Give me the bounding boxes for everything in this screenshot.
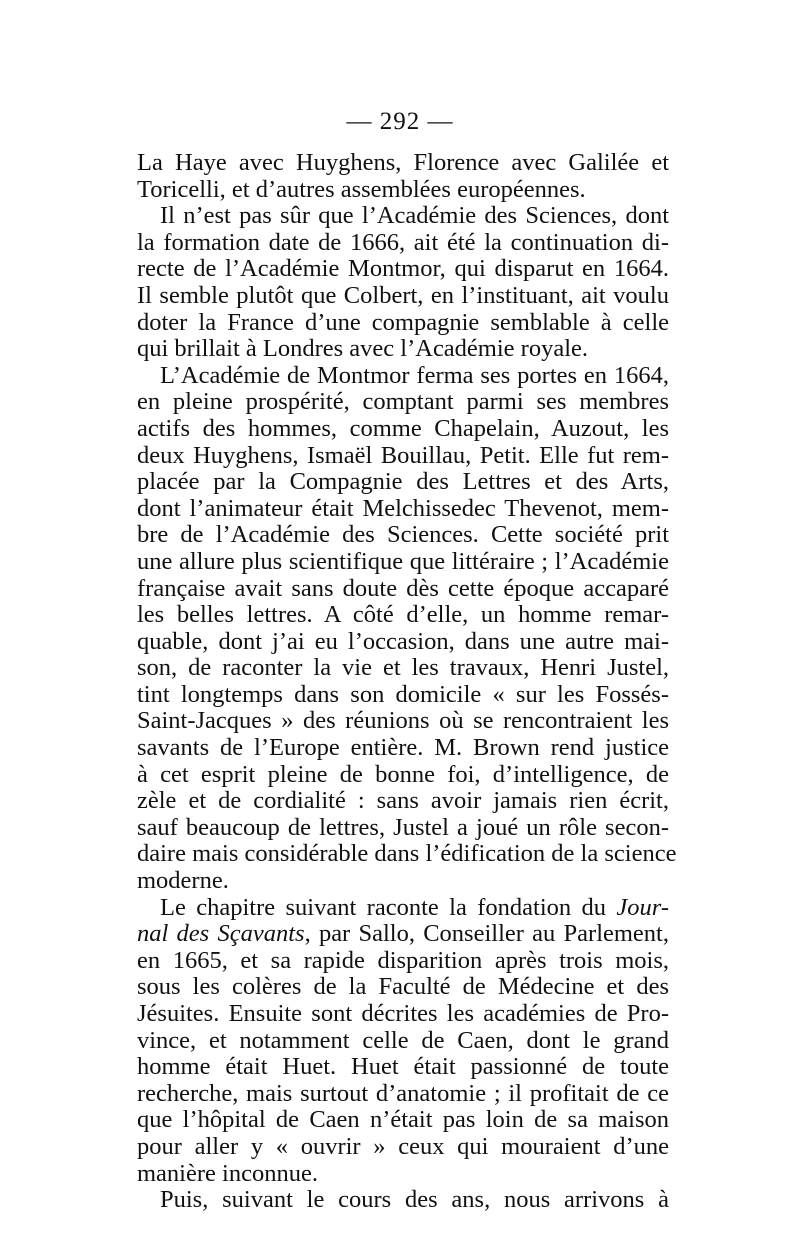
line-text: Le chapitre suivant raconte la fondation du [160,893,617,921]
text-line [137,948,669,975]
line-text: en 1665, et sa rapide disparition après trois mois, [137,946,669,974]
text-line [137,256,669,283]
line-text: moderne. [137,867,229,895]
line-text: homme était Huet. Huet était passionné de toute [137,1053,669,1081]
line-text: La Haye avec Huyghens, Florence avec Galilée et [137,149,669,176]
line-text: recte de l’Académie Montmor, qui disparut en 1664. [137,255,669,283]
text-line [137,735,669,762]
journal-title-italic: Jour- [616,893,669,921]
line-text: sous les colères de la Faculté de Médecine et des [137,973,669,1001]
text-line [137,655,669,682]
line-text: Jésuites. Ensuite sont décrites les académies de Pro- [137,1000,669,1027]
line-text: son, de raconter la vie et les travaux, Henri Justel, [137,654,669,682]
line-text: pour aller y « ouvrir » ceux qui mouraient d’une [137,1132,669,1160]
text-line [137,443,669,470]
line-text: zèle et de cordialité : sans avoir jamais rien écrit, [137,787,669,815]
journal-title-italic: nal des Sçavants [137,920,305,948]
text-line [137,469,669,496]
line-text: Il n’est pas sûr que l’Académie des Sciences, dont [160,202,669,230]
text-line [137,815,669,842]
text-line [137,363,669,390]
line-text: placée par la Compagnie des Lettres et des Arts, [137,468,669,496]
line-text: une allure plus scientifique que littéraire ; l’Académie [137,547,669,575]
line-text: actifs des hommes, comme Chapelain, Auzout, les [137,414,669,442]
text-line [137,203,669,230]
text-line [137,522,669,549]
text-line [137,921,669,948]
text-line [137,708,669,735]
text-line [137,1161,669,1188]
line-text: sauf beaucoup de lettres, Justel a joué un rôle secon- [137,813,669,841]
text-line [137,416,669,443]
line-text: qui brillait à Londres avec l’Académie royale. [137,335,589,363]
text-line [137,283,669,310]
line-text: deux Huyghens, Ismaël Bouillau, Petit. Elle fut rem- [137,441,669,469]
text-line [137,310,669,337]
text-line [137,974,669,1001]
line-text: , par Sallo, Conseiller au Parlement, [304,920,669,948]
text-line [137,1134,669,1161]
text-line [137,1081,669,1108]
line-text: en pleine prospérité, comptant parmi ses membres [137,388,669,416]
text-line [137,1187,669,1214]
text-line [137,150,669,177]
text-line [137,840,677,868]
line-text: tint longtemps dans son domicile « sur les Fossés- [137,680,669,708]
body-text [137,149,677,1214]
line-text: vince, et notamment celle de Caen, dont le grand [137,1026,669,1054]
line-text: à cet esprit pleine de bonne foi, d’intelligence, de [137,760,669,788]
line-text: L’Académie de Montmor ferma ses portes en 1664, [160,361,669,389]
text-line [137,1001,669,1028]
line-text: manière inconnue. [137,1159,318,1187]
line-text: que l’hôpital de Caen n’était pas loin de sa maison [137,1106,669,1134]
line-text: la formation date de 1666, ait été la continuation di- [137,228,669,256]
text-line [137,682,669,709]
text-line [137,1028,669,1055]
line-text: dont l’animateur était Melchissedec Thevenot, mem- [137,494,669,522]
text-line [137,496,669,523]
line-text: les belles lettres. A côté d’elle, un homme remar- [137,601,669,629]
line-text: daire mais considérable dans l’édification de la science [137,840,677,868]
line-text: Il semble plutôt que Colbert, en l’instituant, ait voulu [137,281,669,309]
text-line [137,762,669,789]
text-line [137,576,669,603]
text-line [137,389,669,416]
text-line [137,788,669,815]
line-text: savants de l’Europe entière. M. Brown rend justice [137,734,669,762]
line-text: Puis, suivant le cours des ans, nous arrivons à [160,1186,669,1214]
line-text: Toricelli, et d’autres assemblées européennes. [137,175,586,203]
text-line [137,336,669,363]
text-line [137,868,669,895]
line-text: doter la France d’une compagnie semblable à celle [137,308,669,336]
text-line [137,602,669,629]
line-text: française avait sans doute dès cette époque accaparé [137,574,669,602]
page-number: — 292 — [346,108,454,135]
text-line [137,230,669,257]
line-text: recherche, mais surtout d’anatomie ; il profitait de ce [137,1079,669,1107]
line-text: quable, dont j’ai eu l’occasion, dans une autre mai- [137,627,669,655]
text-line [137,549,669,576]
text-line [137,895,669,922]
line-text: bre de l’Académie des Sciences. Cette société prit [137,521,669,549]
line-text: Saint-Jacques » des réunions où se rencontraient les [137,707,669,735]
text-line [137,177,669,204]
text-line [137,1107,669,1134]
text-line [137,1054,669,1081]
text-line [137,629,669,656]
